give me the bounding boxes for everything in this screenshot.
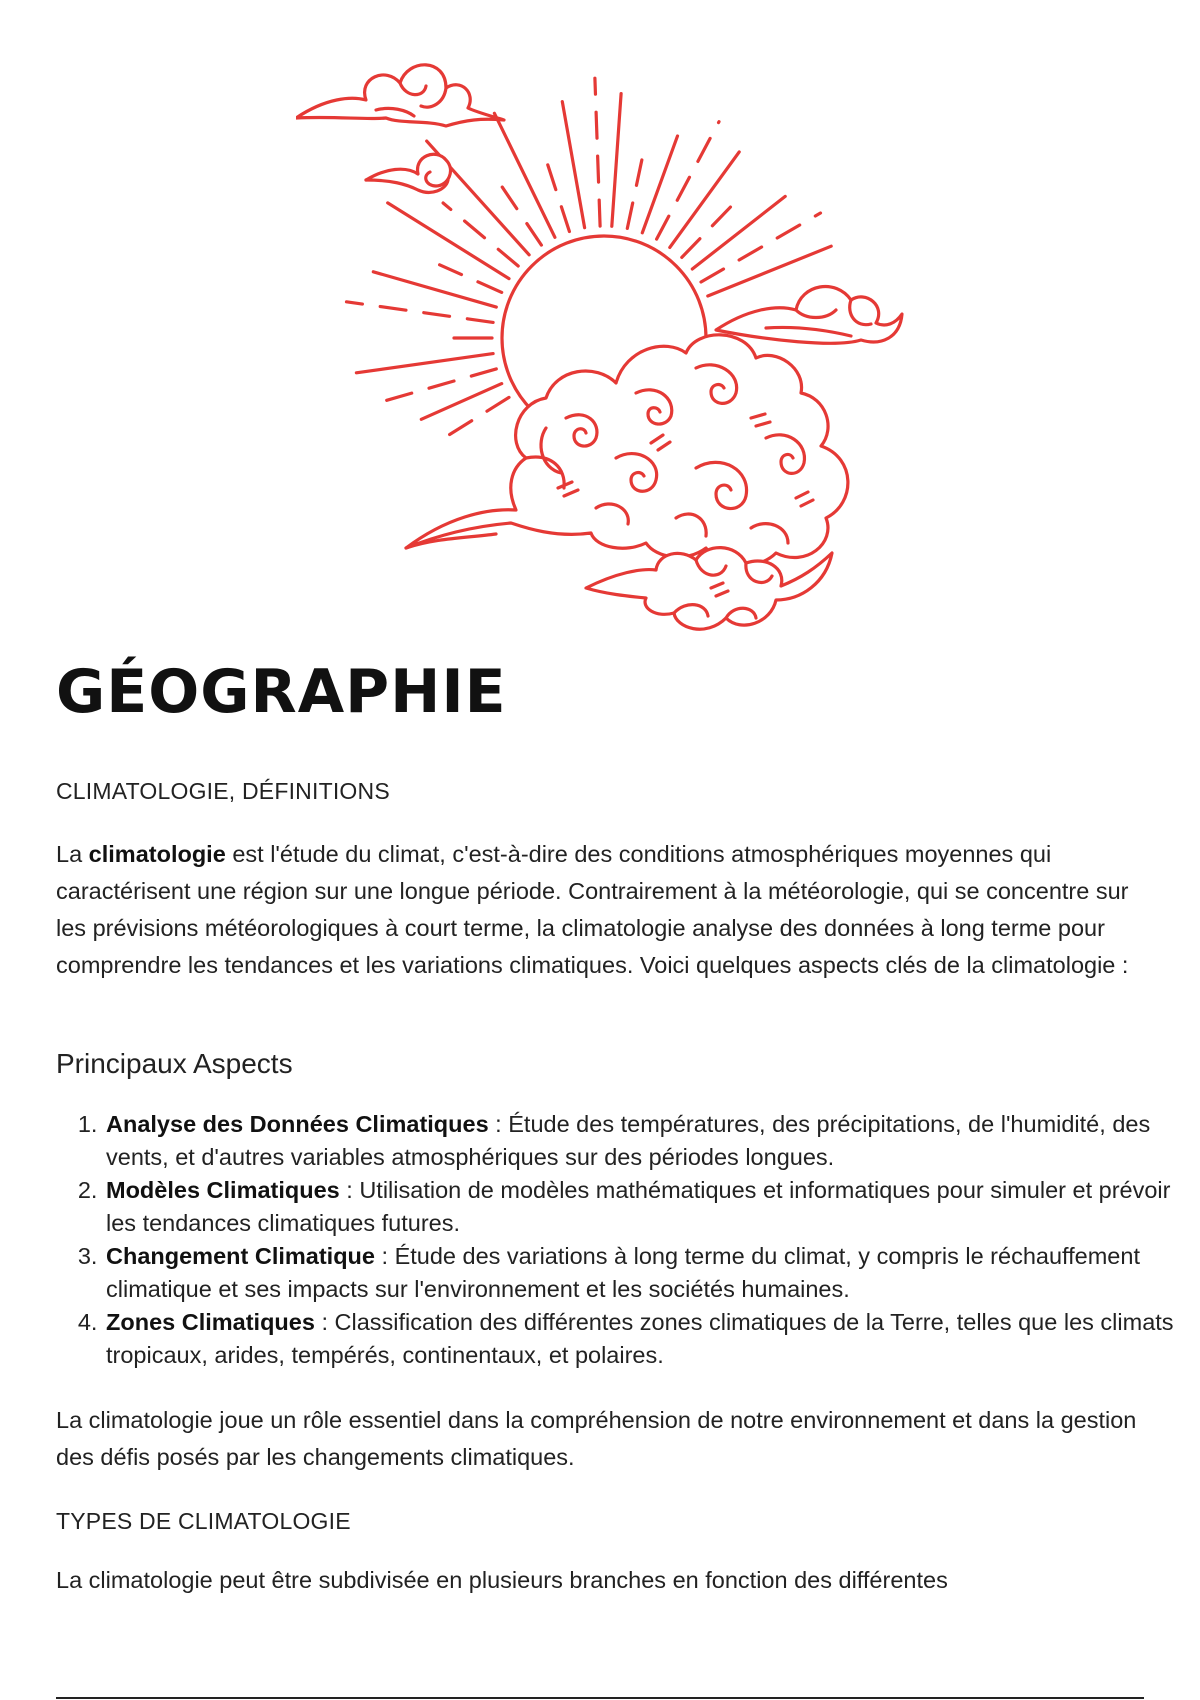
sun-and-clouds-icon — [296, 48, 916, 648]
list-item — [104, 1240, 1194, 1306]
intro-before: La — [56, 841, 89, 867]
sun-ray — [627, 152, 643, 228]
sun-ray — [494, 113, 555, 237]
sun-ray — [670, 152, 739, 248]
section-label-definitions: CLIMATOLOGIE, DÉFINITIONS — [56, 778, 390, 804]
cloud-bottom — [586, 548, 832, 630]
aspect-desc: : Utilisation de modèles mathématiques et informatiques pour simuler et prévoir les tendances climatiques futures. — [106, 1177, 1171, 1236]
sun-ray — [682, 201, 736, 257]
intro-bold-term: climatologie — [88, 841, 226, 867]
intro-after: est l'étude du climat, c'est-à-dire des conditions atmosphériques moyennes qui caractérisent une région sur une longue période. Contrairement à la météorologie, qui se concentre sur les prévisions météorologiques à court terme, la climatologie analyse des données à long terme pour comprendre les tendances et les variations climatiques. Voici quelques aspects clés de la climatologie : — [56, 841, 1129, 978]
aspect-desc: : Classification des différentes zones climatiques de la Terre, telles que les climats tropicaux, arides, tempérés, continentaux, et polaires. — [106, 1309, 1174, 1368]
sun-ray — [383, 369, 496, 402]
sun-ray — [595, 78, 600, 226]
cloud-big — [406, 335, 848, 566]
sun-ray — [562, 102, 584, 228]
conclusion-paragraph: La climatologie joue un rôle essentiel dans la compréhension de notre environnement et dans la gestion des défis posés par les changements climatiques. — [56, 1407, 1137, 1470]
aspect-term: Zones Climatiques — [106, 1309, 315, 1335]
aspect-desc: : Étude des températures, des précipitations, de l'humidité, des vents, et d'autres variables atmosphériques sur des périodes longues. — [106, 1111, 1151, 1170]
sun-ray — [642, 136, 677, 233]
sun-ray — [612, 94, 621, 227]
sun-ray — [492, 172, 541, 245]
sun-ray — [443, 203, 518, 266]
aspects-list — [56, 1108, 1194, 1372]
section-label-types: TYPES DE CLIMATOLOGIE — [56, 1508, 351, 1534]
cloud-top-left — [296, 65, 504, 126]
list-item — [104, 1108, 1194, 1174]
sun-ray — [545, 157, 569, 231]
sun-ray — [373, 272, 496, 307]
sun-ray — [356, 354, 493, 373]
cloud-right — [716, 287, 902, 344]
subheading-principaux-aspects: Principaux Aspects — [56, 1048, 293, 1079]
cloud-small-swirl — [366, 154, 451, 192]
aspect-desc: : Étude des variations à long terme du climat, y compris le réchauffement climatique et ses impacts sur l'environnement et les sociétés humaines. — [106, 1243, 1140, 1302]
list-item — [104, 1306, 1194, 1372]
types-paragraph: La climatologie peut être subdivisée en plusieurs branches en fonction des différentes — [56, 1567, 948, 1593]
page-title: GÉOGRAPHIE — [56, 657, 507, 727]
aspect-term: Analyse des Données Climatiques — [106, 1111, 489, 1137]
aspect-term: Changement Climatique — [106, 1243, 375, 1269]
intro-paragraph — [56, 836, 1146, 984]
aspect-term: Modèles Climatiques — [106, 1177, 340, 1203]
footer-divider — [56, 1697, 1144, 1699]
list-item — [104, 1174, 1194, 1240]
sun-ray — [421, 384, 501, 420]
sun-ray — [347, 302, 494, 323]
sun-ray — [692, 196, 785, 269]
